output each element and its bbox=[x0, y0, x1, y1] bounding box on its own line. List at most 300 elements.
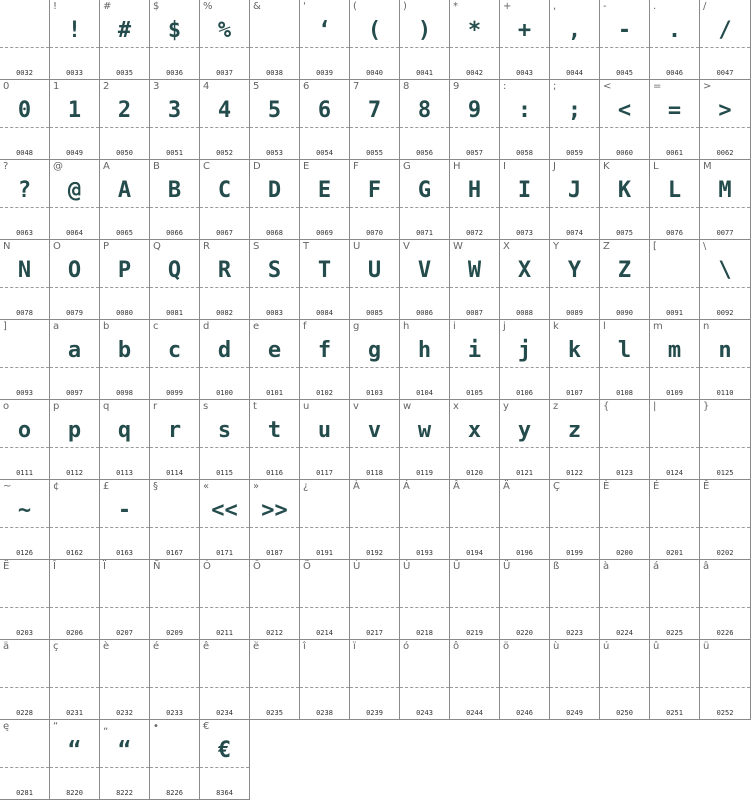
char-cell bbox=[150, 160, 200, 240]
baseline-guide bbox=[500, 127, 549, 128]
char-cell bbox=[650, 640, 700, 720]
baseline-guide bbox=[0, 47, 49, 48]
char-cell bbox=[550, 320, 600, 400]
baseline-guide bbox=[150, 207, 199, 208]
char-label: D bbox=[253, 161, 261, 172]
char-cell bbox=[250, 240, 300, 320]
char-cell bbox=[600, 640, 650, 720]
char-cell bbox=[100, 240, 150, 320]
baseline-guide bbox=[250, 207, 299, 208]
char-code: 0101 bbox=[266, 389, 283, 397]
char-code: 0110 bbox=[716, 389, 734, 397]
char-label: I bbox=[503, 161, 506, 172]
char-label: G bbox=[403, 161, 411, 172]
char-label: < bbox=[603, 81, 612, 92]
char-glyph: S bbox=[267, 258, 282, 283]
char-code: 0080 bbox=[116, 309, 133, 317]
char-code: 0078 bbox=[16, 309, 33, 317]
char-code: 0056 bbox=[416, 149, 433, 157]
char-cell bbox=[400, 560, 450, 640]
char-cell bbox=[350, 240, 400, 320]
char-glyph: y bbox=[517, 418, 532, 443]
char-cell bbox=[500, 480, 550, 560]
char-label: Ó bbox=[203, 561, 211, 572]
char-label: X bbox=[503, 241, 510, 252]
baseline-guide bbox=[250, 607, 299, 608]
char-cell bbox=[400, 0, 450, 80]
char-code: 0035 bbox=[116, 69, 133, 77]
baseline-guide bbox=[350, 447, 399, 448]
char-label: x bbox=[453, 401, 459, 412]
char-cell bbox=[100, 400, 150, 480]
char-glyph: q bbox=[117, 418, 132, 443]
char-cell bbox=[100, 320, 150, 400]
baseline-guide bbox=[50, 207, 99, 208]
char-label: A bbox=[103, 161, 110, 172]
char-label: = bbox=[653, 81, 662, 92]
char-label: $ bbox=[153, 1, 160, 12]
char-label: u bbox=[303, 401, 310, 412]
char-glyph: Y bbox=[567, 258, 582, 283]
char-cell bbox=[100, 640, 150, 720]
baseline-guide bbox=[100, 447, 149, 448]
char-label: à bbox=[603, 561, 610, 572]
baseline-guide bbox=[350, 687, 399, 688]
char-cell bbox=[600, 240, 650, 320]
baseline-guide bbox=[400, 47, 449, 48]
char-cell bbox=[500, 80, 550, 160]
char-cell bbox=[200, 400, 250, 480]
char-cell bbox=[450, 160, 500, 240]
char-code: 0099 bbox=[166, 389, 183, 397]
char-code: 0125 bbox=[716, 469, 734, 477]
char-cell bbox=[350, 80, 400, 160]
char-glyph: J bbox=[567, 178, 582, 203]
char-label: n bbox=[703, 321, 710, 332]
char-cell bbox=[150, 320, 200, 400]
char-glyph: p bbox=[67, 418, 82, 443]
char-code: 0207 bbox=[116, 629, 133, 637]
char-code: 0220 bbox=[516, 629, 533, 637]
baseline-guide bbox=[300, 447, 349, 448]
char-label: h bbox=[403, 321, 410, 332]
char-code: 0076 bbox=[666, 229, 683, 237]
char-code: 0244 bbox=[466, 709, 483, 717]
char-cell bbox=[50, 720, 100, 800]
char-label: a bbox=[53, 321, 60, 332]
char-label: 1 bbox=[53, 81, 60, 92]
char-glyph: ~ bbox=[17, 498, 32, 523]
char-label: q bbox=[103, 401, 110, 412]
baseline-guide bbox=[450, 447, 499, 448]
char-code: 0250 bbox=[616, 709, 633, 717]
baseline-guide bbox=[250, 47, 299, 48]
char-cell bbox=[550, 400, 600, 480]
char-code: 8226 bbox=[166, 789, 183, 797]
baseline-guide bbox=[550, 447, 599, 448]
char-glyph: s bbox=[217, 418, 232, 443]
char-label: 0 bbox=[3, 81, 10, 92]
baseline-guide bbox=[450, 527, 499, 528]
char-glyph: - bbox=[617, 18, 632, 43]
baseline-guide bbox=[50, 447, 99, 448]
char-cell bbox=[250, 560, 300, 640]
char-label: § bbox=[153, 481, 158, 492]
char-glyph: >> bbox=[261, 498, 288, 523]
char-label: M bbox=[703, 161, 712, 172]
char-label: ç bbox=[53, 641, 59, 652]
char-glyph: 7 bbox=[367, 98, 382, 123]
baseline-guide bbox=[700, 47, 750, 48]
char-code: 8364 bbox=[216, 789, 233, 797]
baseline-guide bbox=[150, 767, 199, 768]
char-code: 0239 bbox=[366, 709, 383, 717]
char-code: 0224 bbox=[616, 629, 633, 637]
char-code: 0055 bbox=[366, 149, 383, 157]
baseline-guide bbox=[300, 367, 349, 368]
char-glyph: K bbox=[617, 178, 632, 203]
char-glyph: C bbox=[217, 178, 232, 203]
char-code: 0171 bbox=[216, 549, 233, 557]
char-cell bbox=[250, 0, 300, 80]
baseline-guide bbox=[450, 47, 499, 48]
char-cell bbox=[550, 240, 600, 320]
char-label: . bbox=[653, 1, 657, 12]
char-code: 0087 bbox=[466, 309, 483, 317]
char-cell bbox=[600, 160, 650, 240]
baseline-guide bbox=[200, 127, 249, 128]
char-label: H bbox=[453, 161, 461, 172]
char-label: è bbox=[103, 641, 110, 652]
char-cell bbox=[200, 480, 250, 560]
char-cell bbox=[0, 560, 50, 640]
baseline-guide bbox=[400, 447, 449, 448]
char-cell bbox=[650, 320, 700, 400]
char-code: 0091 bbox=[666, 309, 683, 317]
baseline-guide bbox=[350, 47, 399, 48]
char-label: / bbox=[703, 1, 707, 12]
baseline-guide bbox=[700, 287, 750, 288]
char-label: k bbox=[553, 321, 559, 332]
char-code: 0075 bbox=[616, 229, 633, 237]
char-glyph: 4 bbox=[217, 98, 232, 123]
baseline-guide bbox=[350, 127, 399, 128]
char-cell bbox=[350, 640, 400, 720]
baseline-guide bbox=[350, 527, 399, 528]
char-code: 0052 bbox=[216, 149, 233, 157]
char-label: * bbox=[453, 1, 458, 12]
char-label: F bbox=[353, 161, 359, 172]
char-glyph: X bbox=[517, 258, 532, 283]
char-code: 0114 bbox=[166, 469, 183, 477]
char-glyph: c bbox=[167, 338, 182, 363]
char-code: 0252 bbox=[716, 709, 734, 717]
char-cell bbox=[150, 640, 200, 720]
char-glyph: B bbox=[167, 178, 182, 203]
baseline-guide bbox=[200, 687, 249, 688]
char-glyph: ? bbox=[17, 178, 32, 203]
char-glyph: V bbox=[417, 258, 432, 283]
char-label: U bbox=[353, 241, 361, 252]
baseline-guide bbox=[200, 527, 249, 528]
char-cell bbox=[250, 320, 300, 400]
char-code: 0039 bbox=[316, 69, 333, 77]
char-code: 0097 bbox=[66, 389, 83, 397]
char-code: 0214 bbox=[316, 629, 333, 637]
char-cell bbox=[350, 160, 400, 240]
baseline-guide bbox=[650, 527, 699, 528]
char-cell bbox=[0, 0, 50, 80]
char-code: 0090 bbox=[616, 309, 633, 317]
char-cell bbox=[50, 320, 100, 400]
char-code: 8220 bbox=[66, 789, 83, 797]
char-label: @ bbox=[53, 161, 63, 172]
char-cell bbox=[700, 80, 751, 160]
char-code: 0243 bbox=[416, 709, 433, 717]
char-cell bbox=[300, 640, 350, 720]
char-glyph: 0 bbox=[17, 98, 32, 123]
char-code: 0115 bbox=[216, 469, 233, 477]
baseline-guide bbox=[650, 607, 699, 608]
char-cell bbox=[500, 640, 550, 720]
char-code: 0231 bbox=[66, 709, 83, 717]
char-cell bbox=[700, 400, 751, 480]
char-code: 0044 bbox=[566, 69, 583, 77]
baseline-guide bbox=[200, 447, 249, 448]
char-cell bbox=[550, 560, 600, 640]
char-glyph: R bbox=[217, 258, 232, 283]
char-cell bbox=[650, 80, 700, 160]
baseline-guide bbox=[300, 207, 349, 208]
char-code: 0219 bbox=[466, 629, 483, 637]
char-cell bbox=[150, 720, 200, 800]
char-cell bbox=[100, 480, 150, 560]
char-glyph: b bbox=[117, 338, 132, 363]
char-label: ; bbox=[553, 81, 557, 92]
char-code: 0191 bbox=[316, 549, 333, 557]
baseline-guide bbox=[450, 687, 499, 688]
char-code: 0089 bbox=[566, 309, 583, 317]
baseline-guide bbox=[0, 527, 49, 528]
baseline-guide bbox=[450, 367, 499, 368]
baseline-guide bbox=[250, 127, 299, 128]
char-code: 0070 bbox=[366, 229, 383, 237]
char-glyph: m bbox=[667, 338, 682, 363]
char-cell bbox=[450, 320, 500, 400]
char-label: + bbox=[503, 1, 512, 12]
baseline-guide bbox=[250, 367, 299, 368]
char-cell bbox=[550, 640, 600, 720]
char-label: ü bbox=[703, 641, 710, 652]
char-label: ) bbox=[403, 1, 407, 12]
baseline-guide bbox=[700, 207, 750, 208]
char-glyph: N bbox=[17, 258, 32, 283]
char-cell bbox=[50, 560, 100, 640]
char-cell bbox=[500, 320, 550, 400]
char-code: 0200 bbox=[616, 549, 633, 557]
char-glyph: G bbox=[417, 178, 432, 203]
baseline-guide bbox=[0, 127, 49, 128]
char-code: 0201 bbox=[666, 549, 683, 557]
char-glyph: - bbox=[117, 498, 132, 523]
baseline-guide bbox=[150, 47, 199, 48]
char-code: 0228 bbox=[16, 709, 33, 717]
baseline-guide bbox=[400, 607, 449, 608]
char-glyph: U bbox=[367, 258, 382, 283]
char-cell bbox=[550, 160, 600, 240]
char-code: 0187 bbox=[266, 549, 283, 557]
char-cell bbox=[150, 480, 200, 560]
char-label: 4 bbox=[203, 81, 210, 92]
char-label: R bbox=[203, 241, 210, 252]
baseline-guide bbox=[400, 367, 449, 368]
baseline-guide bbox=[50, 367, 99, 368]
char-code: 0123 bbox=[616, 469, 633, 477]
baseline-guide bbox=[650, 367, 699, 368]
char-cell bbox=[700, 240, 751, 320]
char-code: 0104 bbox=[416, 389, 433, 397]
char-glyph: x bbox=[467, 418, 482, 443]
baseline-guide bbox=[100, 527, 149, 528]
baseline-guide bbox=[100, 47, 149, 48]
baseline-guide bbox=[0, 207, 49, 208]
baseline-guide bbox=[300, 287, 349, 288]
char-code: 0060 bbox=[616, 149, 633, 157]
char-label: s bbox=[203, 401, 209, 412]
char-glyph: n bbox=[718, 338, 732, 363]
char-label: Ç bbox=[553, 481, 560, 492]
char-code: 0162 bbox=[66, 549, 83, 557]
char-label: y bbox=[503, 401, 509, 412]
baseline-guide bbox=[50, 687, 99, 688]
char-glyph: 9 bbox=[467, 98, 482, 123]
char-label: W bbox=[453, 241, 463, 252]
char-code: 0066 bbox=[166, 229, 183, 237]
char-label: È bbox=[603, 481, 610, 492]
char-cell bbox=[50, 640, 100, 720]
char-label: B bbox=[153, 161, 160, 172]
char-cell bbox=[250, 160, 300, 240]
char-code: 0098 bbox=[116, 389, 133, 397]
char-code: 0040 bbox=[366, 69, 383, 77]
char-cell bbox=[450, 0, 500, 80]
char-glyph: u bbox=[317, 418, 332, 443]
char-cell bbox=[100, 560, 150, 640]
baseline-guide bbox=[500, 607, 549, 608]
char-glyph: ) bbox=[417, 18, 432, 43]
char-cell bbox=[0, 400, 50, 480]
char-cell bbox=[700, 320, 751, 400]
char-code: 0246 bbox=[516, 709, 533, 717]
char-glyph: T bbox=[317, 258, 332, 283]
char-cell bbox=[0, 240, 50, 320]
char-glyph: H bbox=[467, 178, 482, 203]
char-label: ę bbox=[3, 721, 10, 732]
char-label: ä bbox=[3, 641, 10, 652]
char-code: 0042 bbox=[466, 69, 483, 77]
char-code: 0050 bbox=[116, 149, 133, 157]
char-glyph: l bbox=[617, 338, 632, 363]
char-label: l bbox=[603, 321, 606, 332]
char-code: 0072 bbox=[466, 229, 483, 237]
char-label: e bbox=[253, 321, 260, 332]
baseline-guide bbox=[600, 687, 649, 688]
char-cell bbox=[400, 400, 450, 480]
baseline-guide bbox=[150, 527, 199, 528]
baseline-guide bbox=[450, 287, 499, 288]
char-code: 0038 bbox=[266, 69, 283, 77]
baseline-guide bbox=[500, 207, 549, 208]
char-code: 0083 bbox=[266, 309, 283, 317]
baseline-guide bbox=[700, 447, 750, 448]
baseline-guide bbox=[200, 287, 249, 288]
baseline-guide bbox=[350, 207, 399, 208]
char-cell bbox=[450, 240, 500, 320]
char-code: 0048 bbox=[16, 149, 33, 157]
char-glyph: * bbox=[467, 18, 482, 43]
char-cell bbox=[0, 320, 50, 400]
baseline-guide bbox=[600, 607, 649, 608]
char-cell bbox=[0, 480, 50, 560]
char-label: : bbox=[503, 81, 507, 92]
baseline-guide bbox=[400, 287, 449, 288]
char-code: 0124 bbox=[666, 469, 683, 477]
char-code: 0109 bbox=[666, 389, 683, 397]
char-cell bbox=[200, 320, 250, 400]
char-label: û bbox=[653, 641, 660, 652]
char-cell bbox=[350, 400, 400, 480]
char-code: 0049 bbox=[66, 149, 83, 157]
char-cell bbox=[550, 0, 600, 80]
char-glyph: , bbox=[567, 18, 582, 43]
char-cell bbox=[600, 320, 650, 400]
baseline-guide bbox=[650, 687, 699, 688]
baseline-guide bbox=[200, 607, 249, 608]
char-code: 0065 bbox=[116, 229, 133, 237]
baseline-guide bbox=[200, 767, 249, 768]
char-label: 6 bbox=[303, 81, 310, 92]
char-code: 0223 bbox=[566, 629, 583, 637]
baseline-guide bbox=[50, 607, 99, 608]
char-cell bbox=[200, 160, 250, 240]
char-label: Ñ bbox=[153, 561, 161, 572]
baseline-guide bbox=[300, 127, 349, 128]
char-cell bbox=[650, 400, 700, 480]
baseline-guide bbox=[0, 287, 49, 288]
char-cell bbox=[450, 400, 500, 480]
char-glyph: “ bbox=[117, 738, 132, 763]
char-label: Ä bbox=[503, 481, 510, 492]
baseline-guide bbox=[50, 287, 99, 288]
char-label: z bbox=[553, 401, 559, 412]
char-code: 0199 bbox=[566, 549, 583, 557]
char-code: 8222 bbox=[116, 789, 133, 797]
baseline-guide bbox=[150, 687, 199, 688]
char-label: O bbox=[53, 241, 61, 252]
char-cell bbox=[500, 400, 550, 480]
char-code: 0108 bbox=[616, 389, 633, 397]
char-glyph: t bbox=[267, 418, 282, 443]
char-code: 0251 bbox=[666, 709, 683, 717]
char-code: 0077 bbox=[716, 229, 734, 237]
char-glyph: > bbox=[718, 98, 732, 123]
char-cell bbox=[650, 480, 700, 560]
char-label: á bbox=[653, 561, 660, 572]
char-cell bbox=[400, 640, 450, 720]
char-label: Á bbox=[403, 481, 410, 492]
char-glyph: r bbox=[167, 418, 182, 443]
char-cell bbox=[700, 160, 751, 240]
